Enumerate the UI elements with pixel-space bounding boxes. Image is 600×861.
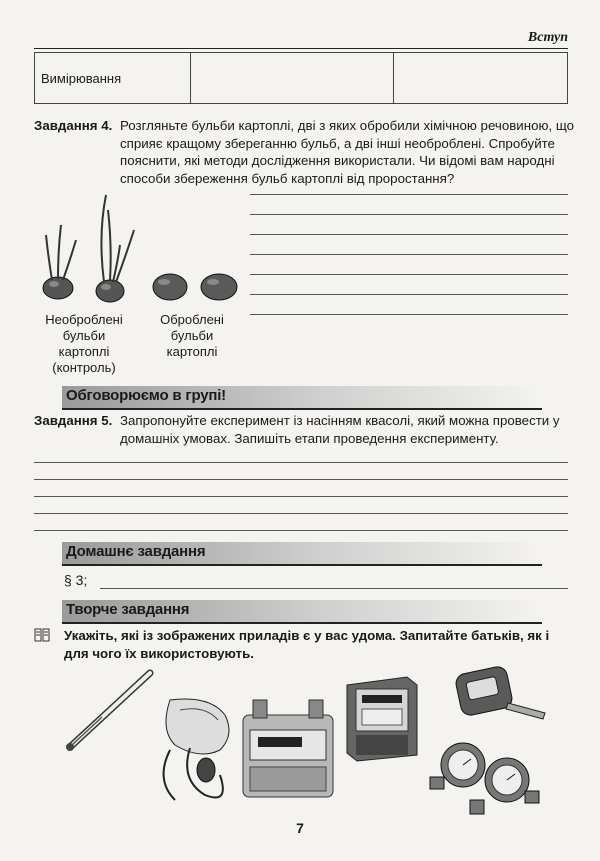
section-discuss	[62, 386, 542, 410]
caption-line: Оброблені	[160, 312, 224, 327]
electric-meter-icon	[342, 675, 422, 763]
creative-task-text: Укажіть, які із зображених приладів є у вас удома. Запитайте батьків, як і для чого їх використовують.	[64, 628, 550, 661]
answer-line[interactable]	[250, 234, 568, 235]
task-4	[34, 117, 574, 187]
task-4-label: Завдання 4.	[34, 118, 113, 133]
water-meter-icon	[425, 725, 545, 820]
caption-line: картоплі	[58, 344, 110, 359]
section-creative	[62, 600, 542, 624]
caption-untreated	[34, 312, 134, 376]
caption-line: картоплі	[166, 344, 218, 359]
answer-line[interactable]	[250, 194, 568, 195]
answer-line[interactable]	[250, 274, 568, 275]
blood-pressure-monitor-icon	[150, 690, 240, 810]
caption-line: бульби	[62, 328, 106, 343]
measurement-table	[34, 52, 568, 104]
task-5-label: Завдання 5.	[34, 413, 113, 428]
thermometer-icon	[62, 665, 157, 755]
answer-line[interactable]	[34, 462, 568, 463]
caption-treated	[146, 312, 238, 360]
task-4-text: Розгляньте бульби картоплі, дві з яких обробили хімічною речовиною, що сприяє кращому збереганню бульб, а дві інші необроблені. Спробуйте пояснити, які методи дослідження використали. Чи відомі вам народні способи збереження бульб картоплі від проростання?	[120, 118, 575, 186]
gas-meter-icon	[238, 695, 338, 800]
potato-icon	[150, 270, 240, 305]
answer-line[interactable]	[34, 513, 568, 514]
sprouted-potato-icon	[38, 185, 138, 305]
section-discuss-title: Обговорюємо в групі!	[66, 387, 226, 404]
answer-line[interactable]	[34, 496, 568, 497]
caption-line: (контроль)	[52, 360, 116, 375]
page-number: 7	[296, 820, 304, 836]
task-5-text: Запропонуйте експеримент із насінням квасолі, який можна провести у домашніх умовах. Запишіть етапи проведення експерименту.	[120, 413, 560, 446]
header-title: Вступ	[527, 30, 568, 45]
table-cell	[394, 53, 568, 104]
section-homework-title: Домашнє завдання	[66, 543, 206, 560]
answer-line[interactable]	[250, 254, 568, 255]
tape-measure-icon	[450, 665, 550, 725]
section-homework	[62, 542, 542, 566]
answer-line[interactable]	[100, 588, 568, 589]
caption-line: Необроблені	[45, 312, 123, 327]
table-cell	[191, 53, 394, 104]
caption-line: бульби	[170, 328, 214, 343]
answer-line[interactable]	[34, 530, 568, 531]
answer-line[interactable]	[34, 479, 568, 480]
section-creative-title: Творче завдання	[66, 601, 190, 618]
task-5	[34, 412, 574, 447]
homework-text: § 3;	[64, 572, 88, 588]
book-icon	[34, 628, 50, 642]
answer-line[interactable]	[250, 214, 568, 215]
table-row-label: Вимірювання	[35, 53, 191, 104]
answer-line[interactable]	[250, 294, 568, 295]
header-rule	[34, 48, 568, 49]
answer-line[interactable]	[250, 314, 568, 315]
